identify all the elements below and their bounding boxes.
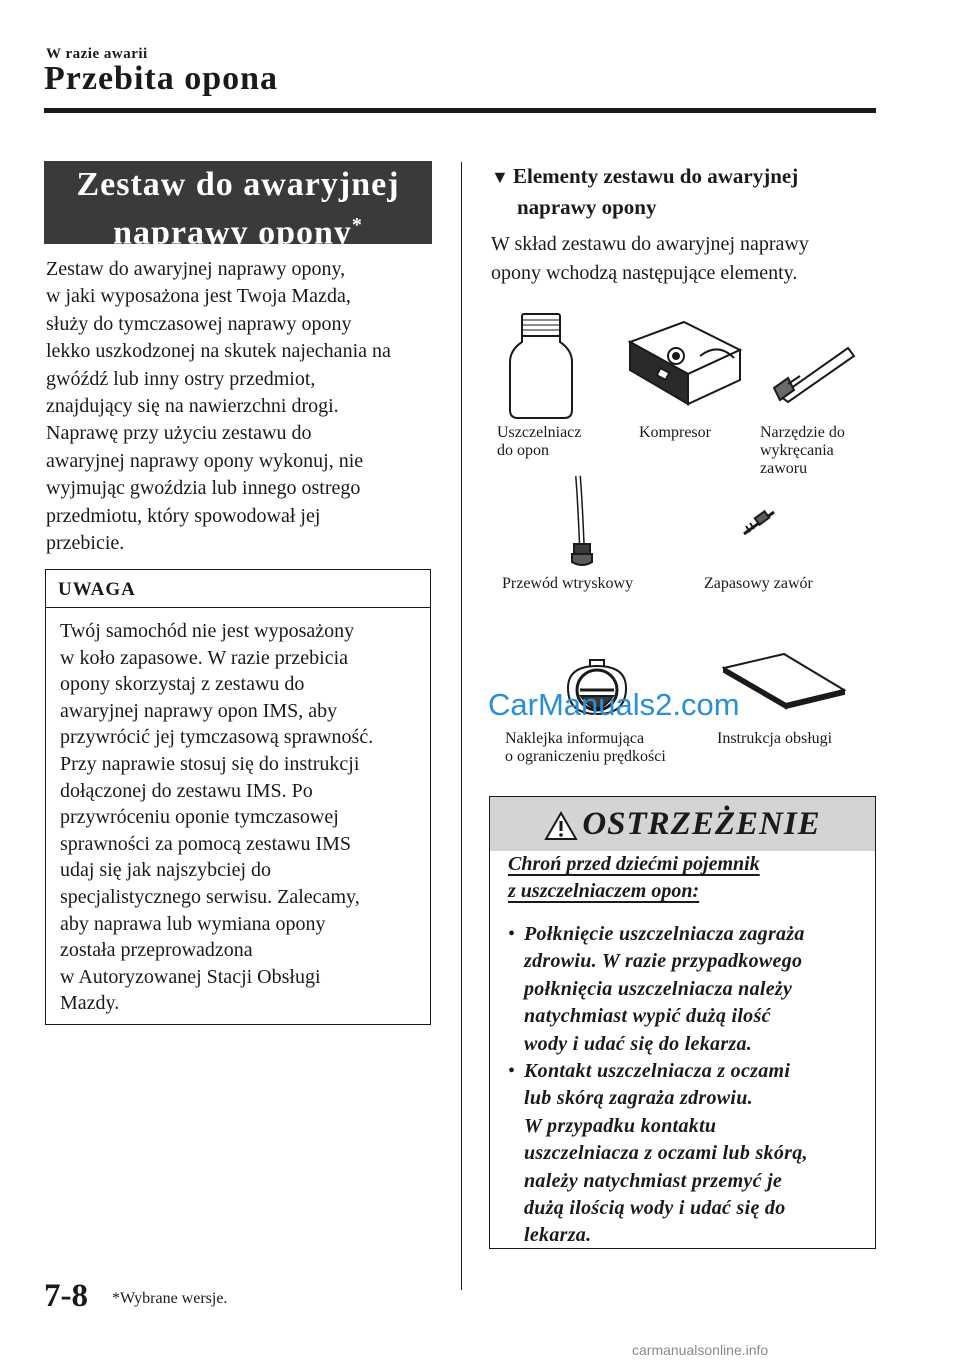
text-line: sprawności za pomocą zestawu IMS: [60, 832, 352, 855]
text-line: opony wchodzą następujące elementy.: [491, 262, 798, 284]
caption-sealant: Uszczelniacz do opon: [497, 424, 582, 459]
valve-tool-icon: [774, 348, 854, 402]
bullet-icon: •: [508, 1060, 516, 1083]
subheading-line-2: naprawy opony: [517, 195, 657, 219]
warning-title: OSTRZEŻENIE: [582, 806, 821, 842]
note-body: [46, 608, 430, 1017]
text-line: Twój samochód nie jest wyposażony: [60, 620, 355, 642]
warning-triangle-icon: [544, 811, 578, 841]
text-line: Mazdy.: [60, 992, 120, 1015]
text-line: dołączonej do zestawu IMS. Po: [60, 779, 313, 802]
compressor-icon: [630, 322, 740, 404]
intro-paragraph: [46, 256, 438, 557]
section-label: W razie awarii: [46, 46, 148, 62]
section-banner: [44, 161, 432, 252]
banner-line-1: Zestaw do awaryjnej: [76, 166, 400, 203]
bullet-icon: •: [508, 923, 516, 945]
text-line: lekko uszkodzonej na skutek najechania na: [46, 340, 391, 363]
sealant-bottle-icon: [510, 314, 572, 418]
svg-text:CarManuals2.com: CarManuals2.com: [488, 687, 740, 722]
column-divider: [461, 162, 462, 1290]
text-line: w Autoryzowanej Stacji Obsługi: [60, 965, 321, 988]
text-line: awaryjnej naprawy opon IMS, aby: [60, 699, 338, 722]
injection-hose-icon: [572, 476, 592, 565]
text-line: służy do tymczasowej naprawy opony: [46, 312, 352, 335]
caption-manual: Instrukcja obsługi: [717, 730, 833, 747]
caption-valve-tool: Narzędzie do wykręcania zaworu: [760, 424, 845, 477]
caption-compressor: Kompresor: [639, 424, 711, 441]
warning-header: [490, 797, 875, 851]
title-rule: [44, 108, 876, 113]
footnote: *Wybrane wersje.: [112, 1290, 228, 1307]
text-line: przebicie.: [46, 532, 125, 555]
text-line: Przy naprawie stosuj się do instrukcji: [60, 752, 360, 775]
warning-lead: Chroń przed dziećmi pojemnik z uszczelniaczem opon:: [508, 853, 760, 902]
subheading-line-1: Elementy zestawu do awaryjnej: [513, 164, 799, 188]
text-line: opony skorzystaj z zestawu do: [60, 673, 305, 696]
text-line: specjalistycznego serwisu. Zalecamy,: [60, 885, 360, 908]
carmanuals-watermark: [486, 684, 756, 724]
caption-speed-sticker: Naklejka informująca o ograniczeniu prędkości: [505, 730, 666, 765]
spare-valve-icon: [744, 511, 774, 534]
components-intro: [491, 230, 871, 288]
note-heading: UWAGA: [46, 570, 430, 608]
triangle-marker-icon: ▼: [491, 167, 509, 187]
caption-spare-valve: Zapasowy zawór: [704, 575, 813, 592]
optional-equipment-star: *: [351, 214, 363, 236]
text-line: awaryjnej naprawy opony wykonuj, nie: [46, 449, 364, 472]
caption-injection-hose: Przewód wtryskowy: [502, 575, 634, 592]
text-line: udaj się jak najszybciej do: [60, 859, 272, 882]
text-line: znajdujący się na nawierzchni drogi.: [46, 395, 339, 418]
text-line: przywróceniu oponie tymczasowej: [60, 806, 339, 829]
banner-line-2: naprawy opony: [113, 214, 352, 252]
text-line: W skład zestawu do awaryjnej naprawy: [491, 233, 809, 255]
site-watermark: carmanualsonline.info: [632, 1342, 769, 1358]
warning-list: [508, 921, 863, 1250]
text-line: aby naprawa lub wymiana opony: [60, 912, 326, 935]
text-line: Naprawę przy użyciu zestawu do: [46, 422, 312, 445]
warning-item: • Połknięcie uszczelniacza zagraża zdrowiu. W razie przypadkowego połknięcia uszczelniacza należy natychmiast wypić dużą ilość wody i udać się do lekarza.: [508, 923, 805, 1055]
text-line: Zestaw do awaryjnej naprawy opony,: [46, 258, 346, 280]
warning-item: • Kontakt uszczelniacza z oczami lub skórą zagraża zdrowiu. W przypadku kontaktu uszczelniacza z oczami lub skórą, należy natychmiast przemyć je dużą ilością wody i udać się do lekarza.: [508, 1060, 808, 1247]
text-line: została przeprowadzona: [60, 939, 253, 962]
text-line: przywrócić jej tymczasową sprawność.: [60, 726, 374, 749]
note-box: [45, 569, 431, 1025]
text-line: przedmiotu, który spowodował jej: [46, 504, 321, 527]
page-number: 7-8: [44, 1278, 88, 1314]
page-title: Przebita opona: [44, 60, 279, 97]
text-line: w jaki wyposażona jest Twoja Mazda,: [46, 285, 351, 308]
text-line: wyjmując gwoździa lub innego ostrego: [46, 477, 361, 500]
text-line: gwóźdź lub inny ostry przedmiot,: [46, 367, 316, 390]
warning-box: [489, 796, 876, 1249]
subsection-heading: [491, 161, 871, 222]
text-line: w koło zapasowe. W razie przebicia: [60, 646, 349, 669]
